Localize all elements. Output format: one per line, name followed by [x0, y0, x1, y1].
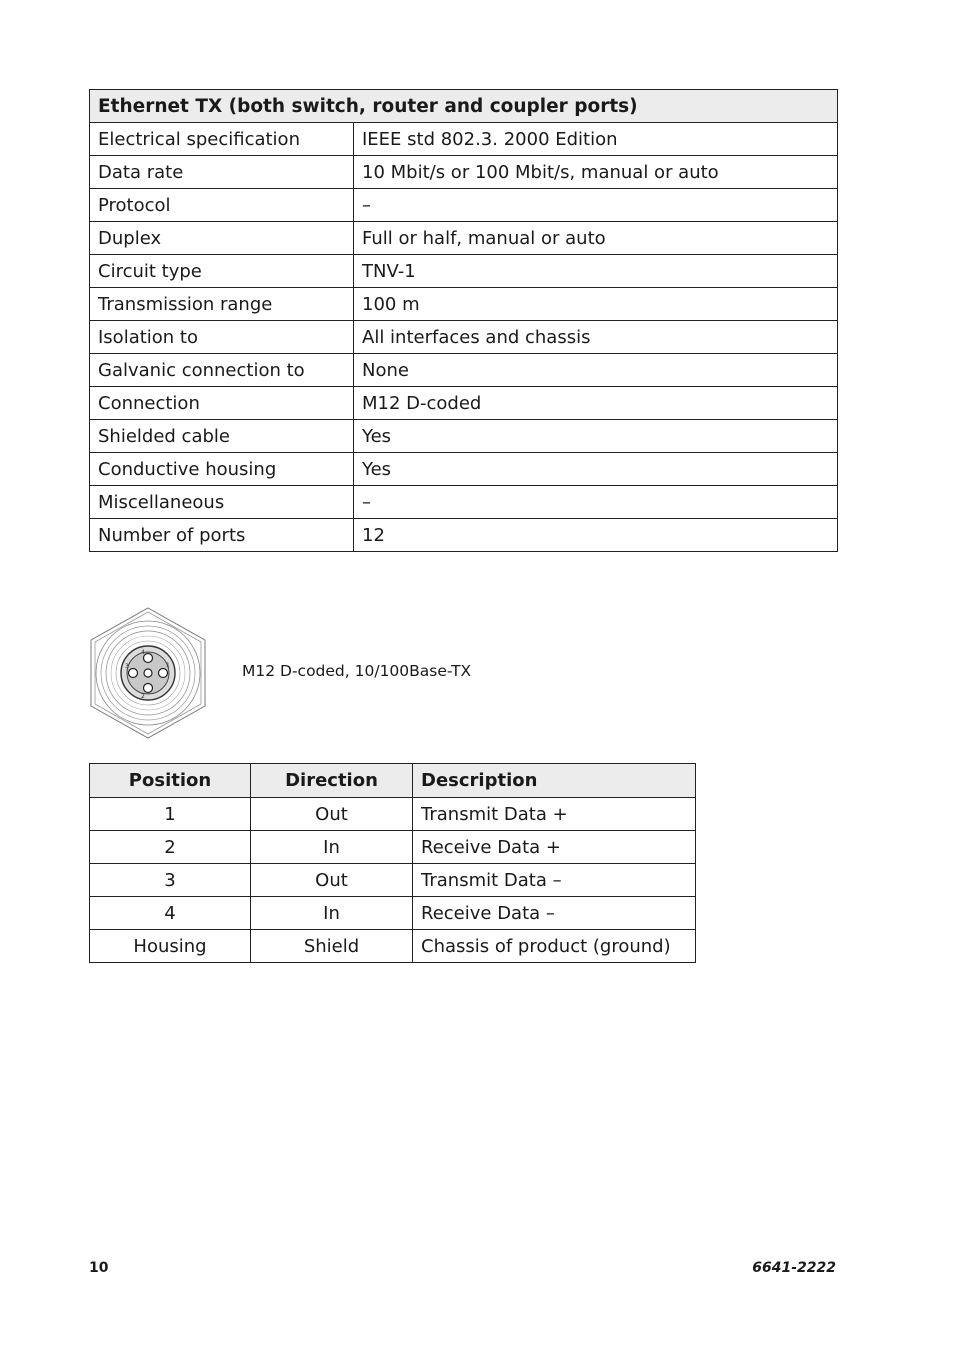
spec-value: 12: [354, 519, 838, 552]
column-header-description: Description: [413, 764, 696, 798]
spec-value: Full or half, manual or auto: [354, 222, 838, 255]
spec-label: Isolation to: [90, 321, 354, 354]
column-header-position: Position: [90, 764, 251, 798]
pin-description: Transmit Data –: [413, 864, 696, 897]
spec-label: Number of ports: [90, 519, 354, 552]
pin-label: 2: [141, 693, 145, 700]
spec-table-title: Ethernet TX (both switch, router and coupler ports): [90, 90, 838, 123]
spec-label: Conductive housing: [90, 453, 354, 486]
spec-value: –: [354, 189, 838, 222]
spec-row: [90, 354, 838, 387]
spec-label: Galvanic connection to: [90, 354, 354, 387]
m12-connector-icon: [87, 606, 209, 740]
spec-row: [90, 486, 838, 519]
column-header-direction: Direction: [251, 764, 413, 798]
pin-direction: Out: [251, 798, 413, 831]
document-number: 6641-2222: [752, 1260, 836, 1276]
pin-position: 3: [90, 864, 251, 897]
pin-description: Receive Data –: [413, 897, 696, 930]
spec-row: [90, 321, 838, 354]
table-row: [90, 864, 696, 897]
pin-assignment-table: [89, 763, 696, 963]
spec-value: M12 D-coded: [354, 387, 838, 420]
spec-label: Connection: [90, 387, 354, 420]
spec-row: [90, 222, 838, 255]
spec-value: Yes: [354, 453, 838, 486]
pin-position: 1: [90, 798, 251, 831]
ethernet-spec-table: [89, 89, 838, 552]
spec-value: IEEE std 802.3. 2000 Edition: [354, 123, 838, 156]
connector-caption: M12 D-coded, 10/100Base-TX: [242, 662, 472, 680]
spec-label: Transmission range: [90, 288, 354, 321]
pin-table-header-row: [90, 764, 696, 798]
spec-value: –: [354, 486, 838, 519]
pin-direction: Shield: [251, 930, 413, 963]
spec-value: None: [354, 354, 838, 387]
pin-description: Receive Data +: [413, 831, 696, 864]
pin-description: Transmit Data +: [413, 798, 696, 831]
spec-value: All interfaces and chassis: [354, 321, 838, 354]
spec-label: Data rate: [90, 156, 354, 189]
pin-position: 2: [90, 831, 251, 864]
spec-row: [90, 420, 838, 453]
spec-row: [90, 123, 838, 156]
pin-description: Chassis of product (ground): [413, 930, 696, 963]
spec-row: [90, 156, 838, 189]
spec-value: 10 Mbit/s or 100 Mbit/s, manual or auto: [354, 156, 838, 189]
spec-label: Shielded cable: [90, 420, 354, 453]
pin-direction: In: [251, 897, 413, 930]
table-row: [90, 897, 696, 930]
spec-row: [90, 453, 838, 486]
spec-row: [90, 288, 838, 321]
pin-label: 3: [125, 663, 129, 670]
spec-label: Duplex: [90, 222, 354, 255]
table-row: [90, 930, 696, 963]
pin-position: Housing: [90, 930, 251, 963]
table-row: [90, 831, 696, 864]
pin-direction: Out: [251, 864, 413, 897]
spec-value: Yes: [354, 420, 838, 453]
pin-position: 4: [90, 897, 251, 930]
page-number: 10: [89, 1260, 109, 1276]
pin-direction: In: [251, 831, 413, 864]
spec-value: TNV-1: [354, 255, 838, 288]
spec-label: Electrical specification: [90, 123, 354, 156]
spec-row: [90, 519, 838, 552]
table-row: [90, 798, 696, 831]
spec-label: Miscellaneous: [90, 486, 354, 519]
spec-row: [90, 189, 838, 222]
pin-label: 1: [166, 662, 170, 669]
pin-label: 4: [141, 649, 145, 656]
spec-row: [90, 387, 838, 420]
spec-label: Circuit type: [90, 255, 354, 288]
spec-label: Protocol: [90, 189, 354, 222]
spec-table-header-row: [90, 90, 838, 123]
spec-row: [90, 255, 838, 288]
spec-value: 100 m: [354, 288, 838, 321]
